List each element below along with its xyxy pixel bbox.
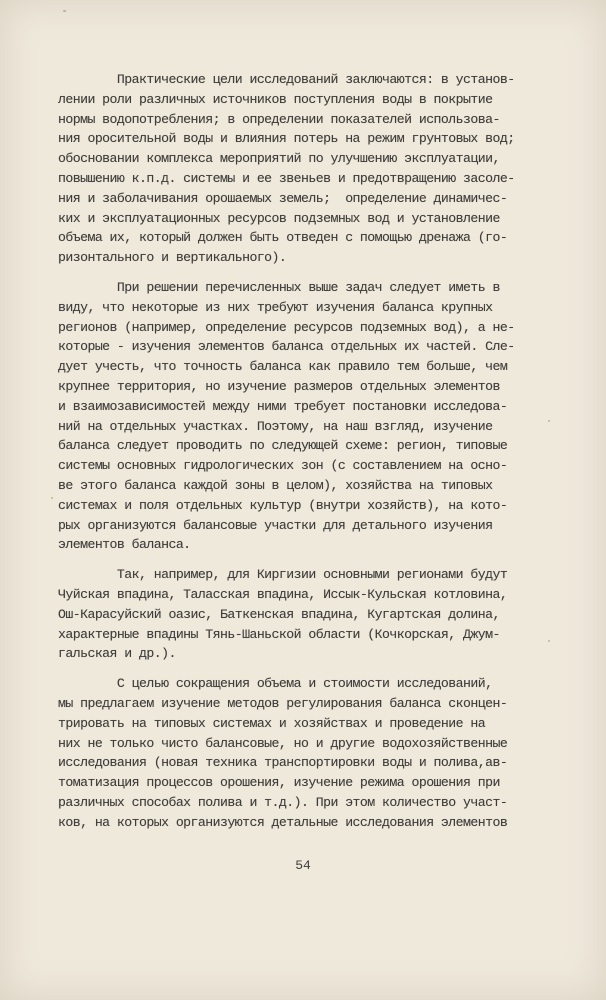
paragraph	[58, 674, 570, 832]
text-line: элементов баланса.	[58, 537, 191, 553]
text-line: системы основных гидрологических зон (с составлением на осно-	[58, 458, 508, 474]
text-line: Ош-Карасуйский оазис, Баткенская впадина, Кугартская долина,	[58, 606, 500, 622]
paper-speck	[548, 640, 550, 642]
document-body	[58, 70, 570, 832]
text-line: ний на отдельных участках. Поэтому, на наш взгляд, изучение	[58, 418, 493, 434]
text-line: дует учесть, что точность баланса как правило тем больше, чем	[58, 359, 508, 375]
text-line: С целью сокращения объема и стоимости исследований,	[58, 676, 493, 692]
page-number: 54	[295, 858, 311, 873]
text-line: ризонтального и вертикального).	[58, 250, 287, 266]
text-line: трировать на типовых системах и хозяйствах и проведение на	[58, 715, 486, 731]
text-line: Практические цели исследований заключаются: в установ-	[58, 72, 515, 87]
paragraph	[58, 565, 570, 664]
text-line: регионов (например, определение ресурсов подземных вод), а не-	[58, 319, 515, 335]
text-line: повышению к.п.д. системы и ее звеньев и предотвращению засоле-	[58, 170, 515, 186]
text-line: ких и эксплуатационных ресурсов подземных вод и установление	[58, 210, 500, 226]
text-line: мы предлагаем изучение методов регулирования баланса сконцен-	[58, 695, 508, 711]
text-line: обосновании комплекса мероприятий по улучшению эксплуатации,	[58, 151, 500, 167]
paper-speck	[548, 420, 550, 422]
text-line: Чуйская впадина, Таласская впадина, Иссык-Кульская котловина,	[58, 586, 508, 602]
paragraph	[58, 70, 570, 268]
text-line: Так, например, для Киргизии основными регионами будут	[58, 567, 508, 583]
text-line: крупнее территория, но изучение размеров отдельных элементов	[58, 378, 500, 394]
text-line: объема их, который должен быть отведен с помощью дренажа (го-	[58, 230, 508, 246]
text-line: При решении перечисленных выше задач следует иметь в	[58, 279, 500, 295]
paragraph-gap	[58, 555, 570, 565]
text-line: ков, на которых организуются детальные исследования элементов	[58, 814, 508, 830]
paper-speck	[51, 497, 53, 499]
paper-speck	[438, 234, 440, 236]
text-line: различных способах полива и т.д.). При этом количество участ-	[58, 794, 508, 810]
text-line: которые - изучения элементов баланса отдельных их частей. Сле-	[58, 339, 515, 355]
paragraph	[58, 278, 570, 555]
paragraph-gap	[58, 664, 570, 674]
text-line: томатизация процессов орошения, изучение режима орошения при	[58, 775, 500, 791]
text-line: системах и поля отдельных культур (внутри хозяйств), на кото-	[58, 497, 508, 513]
text-line: нормы водопотребления; в определении показателей использова-	[58, 111, 500, 127]
text-line: и взаимозависимостей между ними требует постановки исследова-	[58, 398, 508, 414]
text-line: гальская и др.).	[58, 646, 176, 662]
text-line: ве этого баланса каждой зоны в целом), хозяйства на типовых	[58, 477, 493, 493]
text-line: ния оросительной воды и влияния потерь на режим грунтовых вод;	[58, 131, 515, 147]
text-line: них не только чисто балансовые, но и другие водохозяйственные	[58, 735, 508, 751]
text-line: исследования (новая техника транспортировки воды и полива,ав-	[58, 755, 508, 771]
text-line: ния и заболачивания орошаемых земель; определение динамичес-	[58, 190, 508, 206]
text-line: лении роли различных источников поступления воды в покрытие	[58, 91, 493, 107]
paper-speck	[63, 10, 66, 12]
text-line: рых организуются балансовые участки для детального изучения	[58, 517, 493, 533]
text-line: виду, что некоторые из них требуют изучения баланса крупных	[58, 299, 493, 315]
text-line: характерные впадины Тянь-Шаньской области (Кочкорская, Джум-	[58, 626, 500, 642]
paragraph-gap	[58, 268, 570, 278]
text-line: баланса следует проводить по следующей схеме: регион, типовые	[58, 438, 508, 454]
